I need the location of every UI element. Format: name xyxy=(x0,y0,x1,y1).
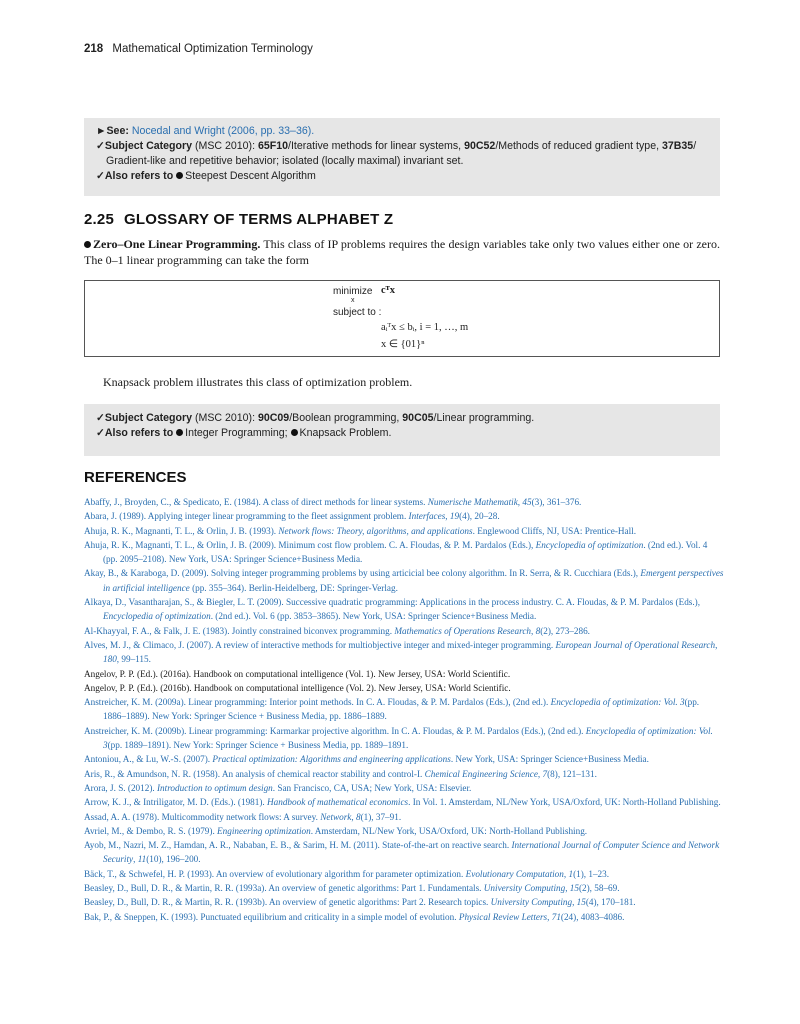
reference-italic: 1 xyxy=(568,868,574,879)
reference-text: Akay, B., & Karaboga, D. (2009). Solving integer programming problems by using articicial bee colony algorithm. In R. Serra, & R. Cucchiara (Eds.), xyxy=(84,568,641,579)
references-list xyxy=(84,495,724,924)
reference-text: , xyxy=(351,811,356,822)
reference-text: Abara, J. (1989). Applying integer linear programming to the fleet assignment problem. xyxy=(84,511,409,522)
reference-text: Abaffy, J., Broyden, C., & Spedicato, E. (1984). A class of direct methods for linear systems. xyxy=(84,497,428,507)
reference-text: Beasley, D., Bull, D. R., & Martin, R. R. (1993a). An overview of genetic algorithms: Part 1. Fundamentals. xyxy=(84,883,484,894)
reference-italic: Network xyxy=(320,811,352,822)
msc-desc: /Linear programming. xyxy=(433,412,535,424)
follow-text: Knapsack problem illustrates this class of optimization problem. xyxy=(103,375,413,389)
msc-code: 65F10 xyxy=(257,140,289,152)
reference-item[interactable] xyxy=(84,624,724,638)
reference-text: Ahuja, R. K., Magnanti, T. L., & Orlin, J. B. (1993). xyxy=(84,525,279,536)
reference-text: Beasley, D., Bull, D. R., & Martin, R. R. (1993b). An overview of genetic algorithms: Part 2. Research topics. xyxy=(84,897,491,908)
formula-constraint-1: aᵢᵀx ≤ bᵢ, i = 1, …, m xyxy=(381,322,469,333)
reference-text: Angelov, P. P. (Ed.). (2016a). Handbook on computational intelligence (Vol. 1). New Jersey, USA: World Scientific. xyxy=(84,668,511,679)
reference-italic: Encyclopedia of optimization xyxy=(103,611,211,622)
page-number: 218 xyxy=(84,43,104,55)
subject-line xyxy=(96,139,706,154)
reference-italic: Practical optimization: Algorithms and engineering applications xyxy=(212,754,451,765)
msc-desc: /Iterative methods for linear systems, xyxy=(288,140,462,152)
reference-italic: Encyclopedia of optimization: Vol. 3 xyxy=(103,725,713,751)
reference-item[interactable] xyxy=(84,781,724,795)
also-label: ✓Also refers to xyxy=(96,427,174,439)
reference-text: (3), 361–376. xyxy=(531,497,582,507)
subject-label: ✓Subject Category xyxy=(96,412,193,424)
msc-code: 90C52 xyxy=(464,140,496,152)
formula-minimize: minimize xyxy=(333,286,373,297)
reference-text: . In Vol. 1. Amsterdam, NL/New York, USA/Oxford, UK: North-Holland Publishing. xyxy=(408,797,721,808)
see-also-box xyxy=(84,118,720,196)
see-line xyxy=(96,124,706,139)
reference-text: Ahuja, R. K., Magnanti, T. L., & Orlin, J. B. (2009). Minimum cost flow problem. C. A. Floudas, & P. M. Pardalos (Eds.), xyxy=(84,539,536,550)
reference-italic: 11 xyxy=(137,854,147,865)
bullet-icon xyxy=(291,429,298,436)
reference-text: Anstreicher, K. M. (2009a). Linear programming: Interior point methods. In C. A. Floudas, & P. M. Pardalos (Eds.), (2nd ed.). xyxy=(84,697,551,708)
reference-text: , xyxy=(547,911,552,922)
reference-text: Arrow, K. J., & Intriligator, M. D. (Eds.). (1981). xyxy=(84,797,268,808)
entry-text: This class of IP problems requires the design variables take only two values either one or zero. The 0–1 linear programming can take the form xyxy=(84,237,720,267)
reference-text: Angelov, P. P. (Ed.). (2016b). Handbook on computational intelligence (Vol. 2). New Jersey, USA: World Scientific. xyxy=(84,682,511,693)
reference-italic: Introduction to optimum design xyxy=(156,782,273,793)
reference-text: Al-Khayyal, F. A., & Falk, J. E. (1983). Jointly constrained biconvex programming. xyxy=(84,625,395,636)
reference-italic: Numerische Mathematik xyxy=(427,497,518,507)
also-refers-line xyxy=(96,426,706,441)
reference-text: , xyxy=(517,497,523,507)
reference-text: , xyxy=(537,768,543,779)
reference-italic: Network flows: Theory, algorithms, and applications xyxy=(278,525,473,536)
subject-label: ✓Subject Category xyxy=(96,140,193,152)
reference-item[interactable] xyxy=(84,524,724,538)
subject-line-cont: Gradient-like and repetitive behavior; isolated (locally maximal) invariant set. xyxy=(106,155,464,167)
reference-item[interactable] xyxy=(84,724,724,753)
reference-text: (1), 1–23. xyxy=(573,868,610,879)
reference-item[interactable] xyxy=(84,810,724,824)
reference-text: , xyxy=(715,639,718,650)
reference-item[interactable] xyxy=(84,824,724,838)
reference-italic: Chemical Engineering Science xyxy=(424,768,538,779)
reference-italic: University Computing xyxy=(483,883,566,894)
reference-italic: 15 xyxy=(569,883,579,894)
reference-item[interactable] xyxy=(84,867,724,881)
reference-italic: University Computing xyxy=(490,897,573,908)
reference-text: , xyxy=(531,625,536,636)
reference-text: Alves, M. J., & Climaco, J. (2007). A review of interactive methods for multiobjective integer and mixed-integer programming. xyxy=(84,639,556,650)
reference-italic: Handbook of mathematical economics xyxy=(267,797,409,808)
reference-item[interactable] xyxy=(84,638,724,667)
reference-italic: 15 xyxy=(576,897,586,908)
msc-code: 90C09 xyxy=(257,412,290,424)
reference-text: . New York, USA: Springer Science+Business Media. xyxy=(450,754,649,765)
reference-italic: Interfaces xyxy=(408,511,446,522)
msc-code: 37B35 xyxy=(661,140,694,152)
reference-text: , xyxy=(445,511,450,522)
reference-text: Avriel, M., & Dembo, R. S. (1979). xyxy=(84,825,218,836)
reference-italic: Engineering optimization xyxy=(217,825,311,836)
reference-text: (24), 4083–4086. xyxy=(560,911,625,922)
reference-text: , xyxy=(565,883,570,894)
reference-italic: Emergent perspectives in artificial intelligence xyxy=(103,568,724,593)
reference-item[interactable] xyxy=(84,752,724,766)
reference-text: (2), 58–69. xyxy=(578,883,620,894)
reference-item[interactable] xyxy=(84,838,724,867)
entry-term: Zero–One Linear Programming. xyxy=(93,237,261,251)
reference-italic: Physical Review Letters xyxy=(458,911,548,922)
formula-min-sub: x xyxy=(351,297,355,304)
msc-label: (MSC 2010): xyxy=(194,140,256,152)
reference-italic: Encyclopedia of optimization: Vol. 3 xyxy=(550,697,685,708)
reference-text: . Englewood Cliffs, NJ, USA: Prentice-Hall. xyxy=(472,525,637,536)
formula-objective: cᵀx xyxy=(381,285,395,296)
subject-line xyxy=(96,411,706,426)
also-item[interactable]: Steepest Descent Algorithm xyxy=(185,170,316,182)
reference-italic: Mathematics of Operations Research xyxy=(394,625,532,636)
reference-text: (2), 273–286. xyxy=(540,625,590,636)
reference-text: . (2nd ed.). Vol. 6 (pp. 3853–3865). New York, USA: Springer Science+Business Media. xyxy=(210,611,537,622)
entry-paragraph xyxy=(84,236,720,268)
reference-text: Ayob, M., Nazri, M. Z., Hamdan, A. R., Nababan, E. B., & Sarim, H. M. (2011). State-of-the-art on reactive search. xyxy=(84,840,512,851)
reference-text: Alkaya, D., Vasantharajan, S., & Biegler, L. T. (2009). Successive quadratic programming: Applications in the process industry. C. A. Floudas, & P. M. Pardalos (Eds.), xyxy=(84,597,701,608)
reference-item[interactable] xyxy=(84,881,724,895)
see-link[interactable]: Nocedal and Wright (2006, pp. 33–36). xyxy=(131,125,315,137)
references-title: REFERENCES xyxy=(84,469,187,486)
reference-item[interactable] xyxy=(84,595,724,624)
msc-label: (MSC 2010): xyxy=(194,412,256,424)
reference-item[interactable] xyxy=(84,566,724,595)
section-heading: GLOSSARY OF TERMS ALPHABET Z xyxy=(124,211,394,228)
reference-text: , 99–115. xyxy=(116,654,151,665)
reference-item[interactable] xyxy=(84,667,724,681)
formula-subject-to: subject to : xyxy=(333,307,382,318)
reference-text: (1), 37–91. xyxy=(360,811,402,822)
formula-constraint-2: x ∈ {01}ⁿ xyxy=(381,339,425,350)
msc-desc: /Methods of reduced gradient type, xyxy=(495,140,660,152)
reference-item[interactable] xyxy=(84,495,724,509)
reference-italic: 8 xyxy=(355,811,361,822)
reference-text: (pp. 355–364). Berlin-Heidelberg, DE: Springer-Verlag. xyxy=(189,582,398,593)
reference-text: (8), 121–131. xyxy=(547,768,597,779)
reference-text: Arora, J. S. (2012). xyxy=(84,782,157,793)
reference-text: , xyxy=(133,854,138,865)
msc-desc: / xyxy=(693,140,697,152)
reference-text: Assad, A. A. (1978). Multicommodity network flows: A survey. xyxy=(84,811,321,822)
reference-text: , xyxy=(572,897,577,908)
reference-text: Anstreicher, K. M. (2009b). Linear programming: Karmarkar projective algorithm. In C. A. Floudas, & P. M. Pardalos (Eds.), (2nd ed.). xyxy=(84,725,586,736)
also-refers-line xyxy=(96,169,706,184)
reference-text: . Amsterdam, NL/New York, USA/Oxford, UK: North-Holland Publishing. xyxy=(310,825,588,836)
reference-item[interactable] xyxy=(84,910,724,924)
section-title xyxy=(84,211,393,228)
reference-text: Bak, P., & Sneppen, K. (1993). Punctuated equilibrium and criticality in a simple model of evolution. xyxy=(84,911,459,922)
reference-text: Bäck, T., & Schwefel, H. P. (1993). An overview of evolutionary algorithm for parameter optimization. xyxy=(84,868,466,879)
reference-text: . San Francisco, CA, USA; New York, USA: Elsevier. xyxy=(272,782,472,793)
reference-text: (4), 20–28. xyxy=(459,511,500,522)
reference-italic: 45 xyxy=(522,497,532,507)
reference-text: (4), 170–181. xyxy=(585,897,636,908)
running-title: Mathematical Optimization Terminology xyxy=(112,43,313,55)
reference-text: . (2nd ed.). Vol. 4 (pp. 2095–2108). New York, USA: Springer Science+Business Media. xyxy=(103,539,708,565)
section-number: 2.25 xyxy=(84,211,114,228)
category-box xyxy=(84,404,720,456)
bullet-icon xyxy=(84,241,91,248)
also-label: ✓Also refers to xyxy=(96,170,174,182)
running-head xyxy=(84,43,313,55)
reference-italic: 7 xyxy=(542,768,548,779)
bullet-icon xyxy=(176,172,183,179)
reference-item[interactable] xyxy=(84,767,724,781)
reference-italic: 8 xyxy=(535,625,541,636)
reference-italic: Encyclopedia of optimization xyxy=(535,539,644,550)
bullet-icon xyxy=(176,429,183,436)
reference-italic: 19 xyxy=(449,511,460,522)
reference-italic: Evolutionary Computation xyxy=(465,868,564,879)
reference-item[interactable] xyxy=(84,681,724,695)
reference-italic: European Journal of Operational Research xyxy=(555,639,716,650)
see-label: ►See: xyxy=(96,125,129,137)
reference-text: (pp. 1886–1889). New York: Springer Science + Business Media, pp. 1886–1889. xyxy=(103,697,700,722)
reference-item[interactable] xyxy=(84,795,724,809)
reference-italic: 180 xyxy=(103,654,117,665)
reference-text: Aris, R., & Amundson, N. R. (1958). An analysis of chemical reactor stability and control-I. xyxy=(84,768,425,779)
formula-box xyxy=(84,280,720,357)
msc-desc: /Boolean programming, xyxy=(289,412,400,424)
also-item[interactable]: Knapsack Problem. xyxy=(299,427,392,439)
msc-code: 90C05 xyxy=(402,412,434,424)
reference-item[interactable] xyxy=(84,509,724,523)
reference-item[interactable] xyxy=(84,895,724,909)
reference-item[interactable] xyxy=(84,695,724,724)
reference-item[interactable] xyxy=(84,538,724,567)
reference-text: (10), 196–200. xyxy=(146,854,201,865)
reference-text: (pp. 1889–1891). New York: Springer Science + Business Media, pp. 1889–1891. xyxy=(107,740,409,751)
reference-text: , xyxy=(563,868,569,879)
reference-italic: International Journal of Computer Science and Network Security xyxy=(103,840,720,865)
reference-italic: 71 xyxy=(551,911,561,922)
reference-text: Antoniou, A., & Lu, W.-S. (2007). xyxy=(84,754,213,765)
also-item[interactable]: Integer Programming; xyxy=(185,427,288,439)
